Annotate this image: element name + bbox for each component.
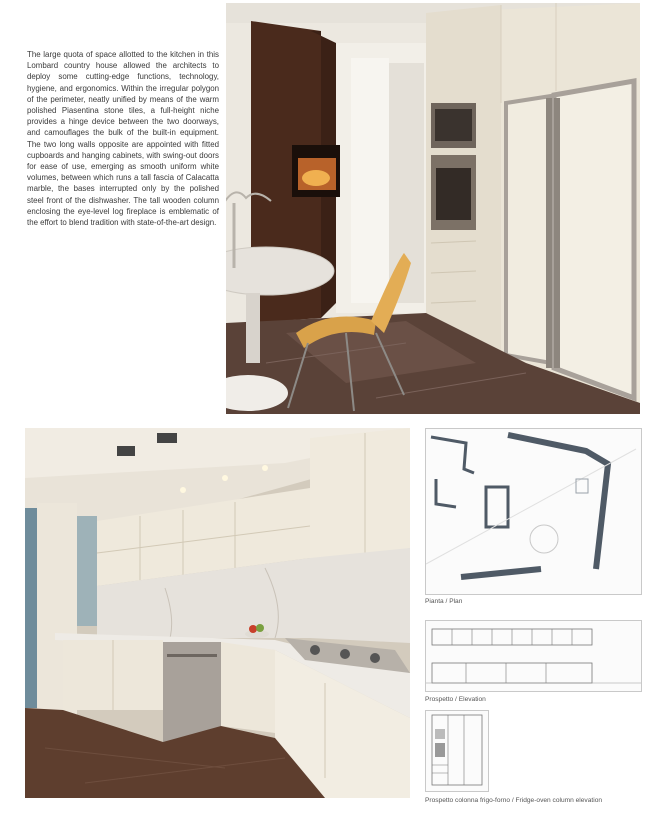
column-elevation-caption: Prospetto colonna frigo-forno / Fridge-oven column elevation [425,797,603,804]
article-body-text: The large quota of space allotted to the kitchen in this Lombard country house allowed the architects to deploy some cutting-edge functions, technology, hygiene, and ergonomics. Within the irregular polygon of the perimeter, neatly unified by means of the warm polished Piasentina stone tiles, a full-height niche provides a hinge device between the two doorways, and camouflages the bulk of the built-in equipment. The two long walls opposite are appointed with fitted cupboards and hanging cabinets, with swing-out doors for ease of use, emerging as smooth uniform white volumes, between which runs a tall fascia of Calacatta marble, the bases interrupted only by the polished steel front of the dishwasher. The tall wooden column enclosing the eye-level log fireplace is emblematic of the effort to blend tradition with state-of-the-art design. [27,49,219,227]
elevation-caption: Prospetto / Elevation [425,696,486,703]
fridge-oven-column-drawing [425,710,489,792]
photo-kitchen-fireplace-fridge [226,3,640,414]
elevation-drawing [425,620,642,692]
floor-plan-drawing [425,428,642,595]
photo-kitchen-counters [25,428,410,798]
plan-caption: Pianta / Plan [425,598,463,605]
